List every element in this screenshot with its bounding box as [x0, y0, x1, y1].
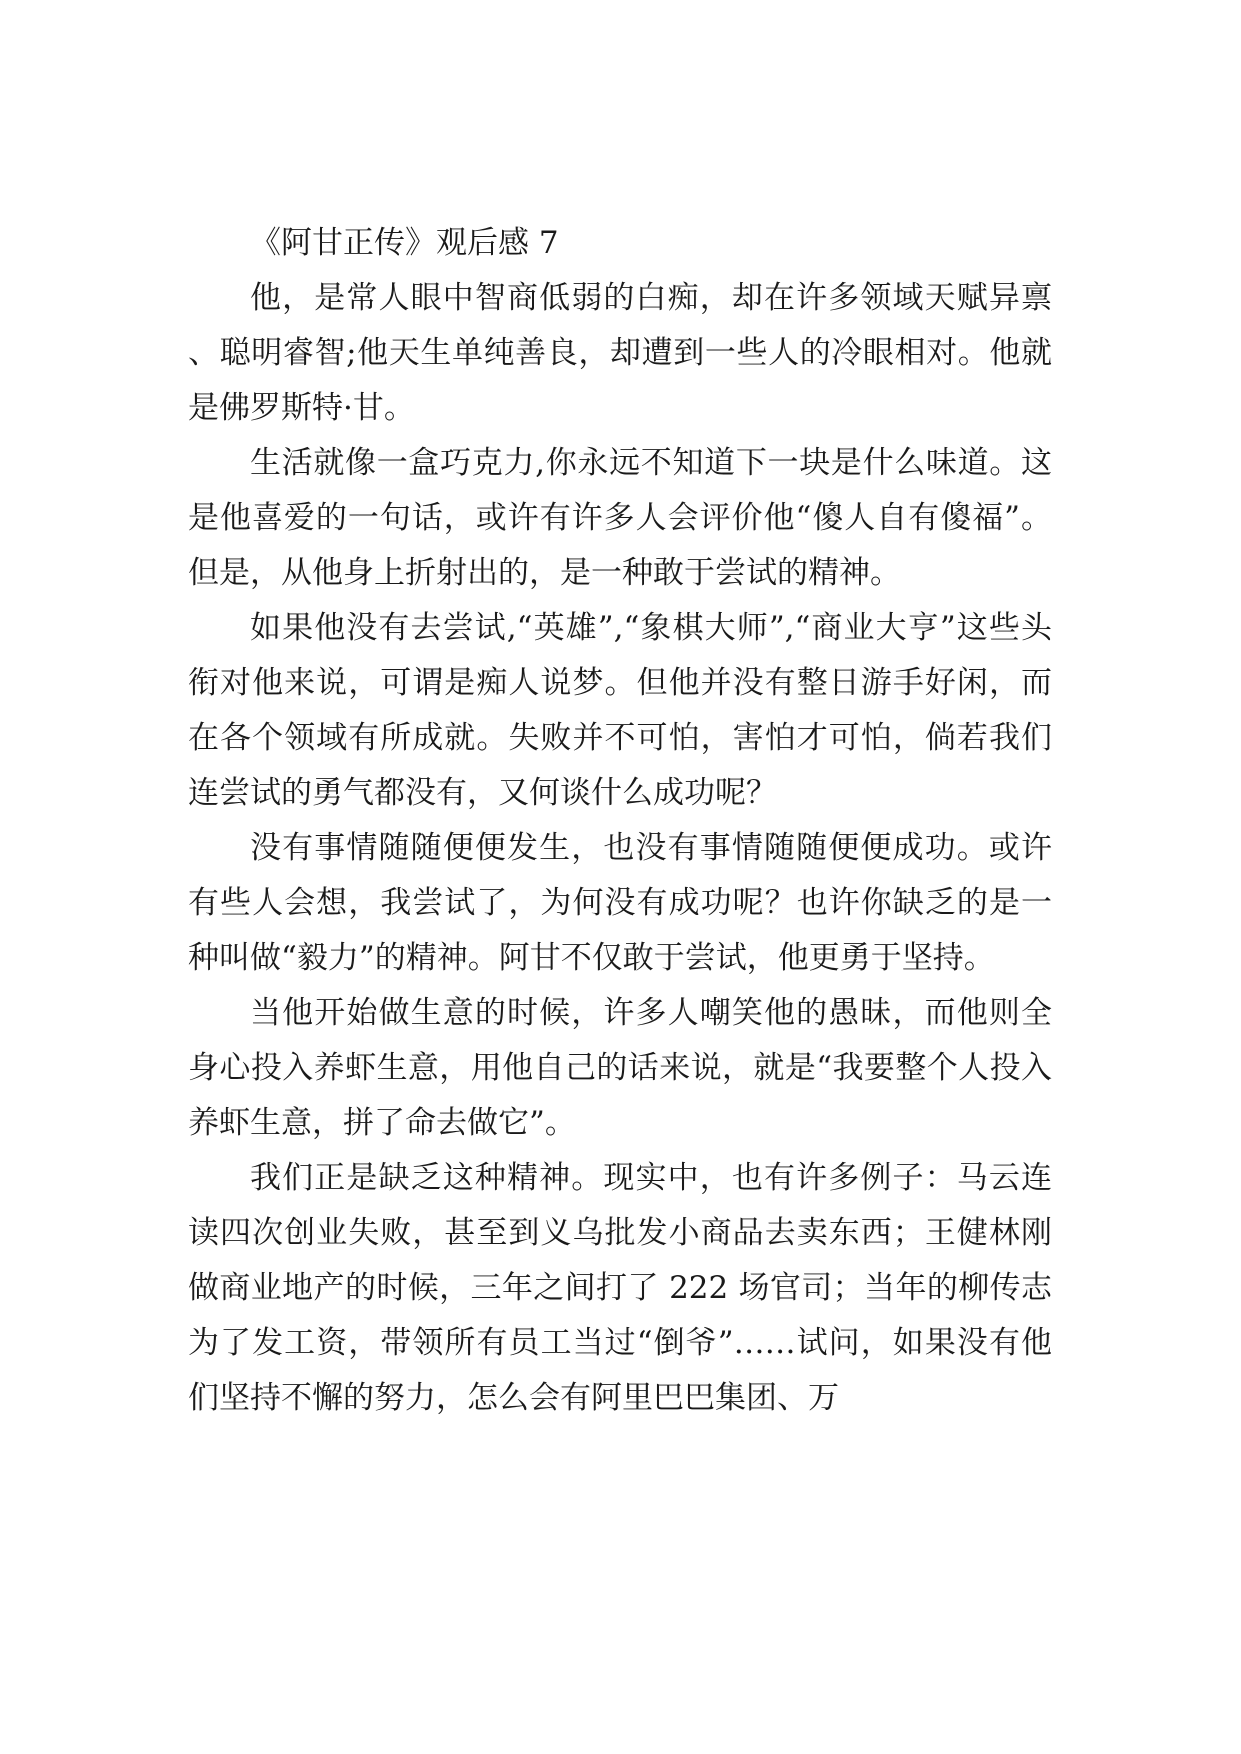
paragraph: 我们正是缺乏这种精神。现实中，也有许多例子：马云连读四次创业失败，甚至到义乌批发小商品去卖东西；王健林刚做商业地产的时候，三年之间打了 222 场官司；当年的柳传志为了发工资，带领所有员工当过“倒爷”……试问，如果没有他们坚持不懈的努力，怎么会有阿里巴巴集团、万 [188, 1160, 1052, 1416]
document-body [188, 216, 1052, 1426]
paragraph: 如果他没有去尝试,“英雄”,“象棋大师”,“商业大亨”这些头衔对他来说，可谓是痴人说梦。但他并没有整日游手好闲，而在各个领域有所成就。失败并不可怕，害怕才可怕，倘若我们连尝试的勇气都没有，又何谈什么成功呢？ [188, 610, 1052, 811]
paragraph: 他，是常人眼中智商低弱的白痴，却在许多领域天赋异禀、聪明睿智;他天生单纯善良，却遭到一些人的冷眼相对。他就是佛罗斯特·甘。 [188, 280, 1052, 426]
paragraph: 没有事情随随便便发生，也没有事情随随便便成功。或许有些人会想，我尝试了，为何没有成功呢？也许你缺乏的是一种叫做“毅力”的精神。阿甘不仅敢于尝试，他更勇于坚持。 [188, 830, 1052, 976]
paragraph: 生活就像一盒巧克力,你永远不知道下一块是什么味道。这是他喜爱的一句话，或许有许多人会评价他“傻人自有傻福”。但是，从他身上折射出的，是一种敢于尝试的精神。 [188, 445, 1052, 591]
document-title: 《阿甘正传》观后感 7 [250, 225, 559, 261]
paragraph: 当他开始做生意的时候，许多人嘲笑他的愚昧，而他则全身心投入养虾生意，用他自己的话来说，就是“我要整个人投入养虾生意，拼了命去做它”。 [188, 995, 1052, 1141]
